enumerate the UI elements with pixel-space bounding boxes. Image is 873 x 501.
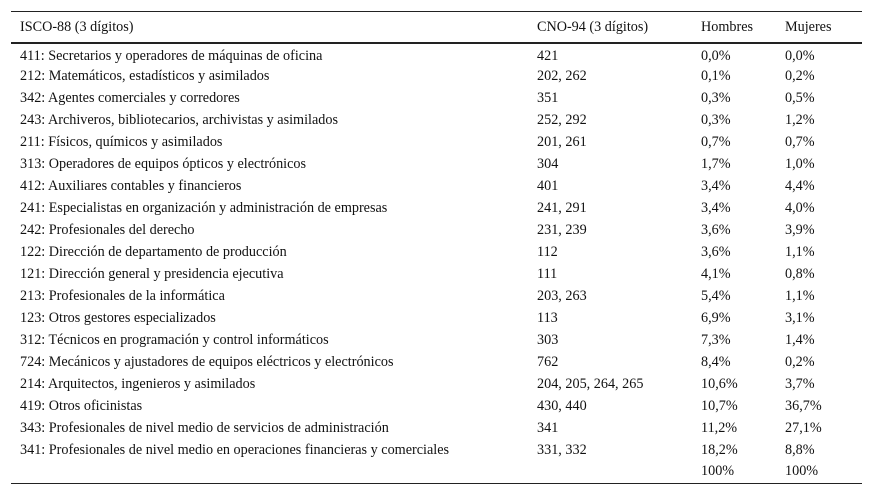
cell-mujeres: 36,7% [785, 397, 822, 414]
cell-cno: 111 [537, 265, 558, 282]
cell-cno: 231, 239 [537, 221, 587, 238]
cell-mujeres: 3,7% [785, 375, 815, 392]
table-row [11, 87, 862, 109]
cell-mujeres: 0,2% [785, 353, 815, 370]
cell-hombres: 5,4% [701, 287, 731, 304]
cell-mujeres: 1,1% [785, 243, 815, 260]
cell-mujeres: 3,1% [785, 309, 815, 326]
cell-isco: 724: Mecánicos y ajustadores de equipos eléctricos y electrónicos [20, 353, 394, 370]
cell-hombres: 0,0% [701, 47, 731, 64]
total-cell-mujeres: 100% [785, 463, 819, 480]
cell-cno: 201, 261 [537, 133, 587, 150]
cell-cno: 304 [537, 155, 559, 172]
cell-hombres: 0,3% [701, 111, 731, 128]
total-row [11, 461, 862, 483]
table-row [11, 395, 862, 417]
cell-mujeres: 3,9% [785, 221, 815, 238]
header-row [11, 12, 862, 44]
cell-isco: 411: Secretarios y operadores de máquinas de oficina [20, 47, 323, 64]
header-cno: CNO-94 (3 dígitos) [537, 18, 649, 35]
cell-cno: 421 [537, 47, 559, 64]
table-header [11, 12, 862, 44]
table-body [11, 43, 862, 483]
cell-hombres: 11,2% [701, 419, 738, 436]
header-mujeres: Mujeres [785, 18, 832, 35]
cell-hombres: 10,7% [701, 397, 738, 414]
table-row [11, 65, 862, 87]
cell-mujeres: 1,2% [785, 111, 815, 128]
cell-isco: 243: Archiveros, bibliotecarios, archivistas y asimilados [20, 111, 338, 128]
table-row [11, 43, 862, 65]
total-cell-isco [11, 461, 528, 483]
cell-mujeres: 1,1% [785, 287, 815, 304]
cell-hombres: 0,3% [701, 89, 731, 106]
cell-isco: 242: Profesionales del derecho [20, 221, 195, 238]
cell-mujeres: 0,0% [785, 47, 815, 64]
cell-mujeres: 4,0% [785, 199, 815, 216]
cell-isco: 122: Dirección de departamento de producción [20, 243, 287, 260]
cell-mujeres: 8,8% [785, 441, 815, 458]
table-row [11, 241, 862, 263]
cell-cno: 203, 263 [537, 287, 587, 304]
cell-isco: 241: Especialistas en organización y administración de empresas [20, 199, 388, 216]
cell-cno: 430, 440 [537, 397, 587, 414]
table-row [11, 417, 862, 439]
cell-cno: 112 [537, 243, 558, 260]
cell-isco: 312: Técnicos en programación y control informáticos [20, 331, 329, 348]
table-row [11, 219, 862, 241]
table-row [11, 329, 862, 351]
cell-mujeres: 27,1% [785, 419, 822, 436]
cell-isco: 412: Auxiliares contables y financieros [20, 177, 242, 194]
cell-hombres: 10,6% [701, 375, 738, 392]
cell-mujeres: 0,8% [785, 265, 815, 282]
cell-mujeres: 4,4% [785, 177, 815, 194]
table-row [11, 175, 862, 197]
cell-cno: 351 [537, 89, 559, 106]
cell-cno: 341 [537, 419, 559, 436]
cell-hombres: 18,2% [701, 441, 738, 458]
table-row [11, 109, 862, 131]
cell-isco: 313: Operadores de equipos ópticos y electrónicos [20, 155, 307, 172]
total-cell-hombres: 100% [701, 463, 735, 480]
cell-isco: 212: Matemáticos, estadísticos y asimilados [20, 67, 270, 84]
cell-cno: 202, 262 [537, 67, 587, 84]
cell-isco: 341: Profesionales de nivel medio en operaciones financieras y comerciales [20, 441, 450, 458]
cell-cno: 241, 291 [537, 199, 587, 216]
cell-hombres: 1,7% [701, 155, 731, 172]
cell-cno: 331, 332 [537, 441, 587, 458]
table-row [11, 131, 862, 153]
occupation-table-container [11, 11, 862, 484]
cell-mujeres: 0,7% [785, 133, 815, 150]
cell-hombres: 3,4% [701, 177, 731, 194]
cell-mujeres: 1,0% [785, 155, 815, 172]
table-row [11, 197, 862, 219]
table-row [11, 373, 862, 395]
table-row [11, 351, 862, 373]
cell-isco: 343: Profesionales de nivel medio de servicios de administración [20, 419, 389, 436]
cell-hombres: 8,4% [701, 353, 731, 370]
cell-isco: 213: Profesionales de la informática [20, 287, 225, 304]
table-row [11, 307, 862, 329]
table-row [11, 153, 862, 175]
cell-cno: 303 [537, 331, 559, 348]
cell-cno: 252, 292 [537, 111, 587, 128]
cell-hombres: 0,7% [701, 133, 731, 150]
cell-isco: 211: Físicos, químicos y asimilados [20, 133, 223, 150]
table-row [11, 263, 862, 285]
cell-mujeres: 0,2% [785, 67, 815, 84]
cell-hombres: 3,6% [701, 243, 731, 260]
cell-hombres: 6,9% [701, 309, 731, 326]
table-row [11, 439, 862, 461]
cell-isco: 121: Dirección general y presidencia ejecutiva [20, 265, 284, 282]
cell-hombres: 3,4% [701, 199, 731, 216]
header-hombres: Hombres [701, 18, 754, 35]
occupation-distribution-table [11, 11, 862, 484]
cell-isco: 123: Otros gestores especializados [20, 309, 216, 326]
cell-isco: 419: Otros oficinistas [20, 397, 143, 414]
total-cell-cno [528, 461, 692, 483]
table-row [11, 285, 862, 307]
cell-cno: 762 [537, 353, 559, 370]
cell-mujeres: 1,4% [785, 331, 815, 348]
cell-isco: 214: Arquitectos, ingenieros y asimilados [20, 375, 256, 392]
cell-isco: 342: Agentes comerciales y corredores [20, 89, 240, 106]
cell-mujeres: 0,5% [785, 89, 815, 106]
cell-hombres: 4,1% [701, 265, 731, 282]
cell-cno: 204, 205, 264, 265 [537, 375, 644, 392]
cell-cno: 113 [537, 309, 558, 326]
cell-cno: 401 [537, 177, 559, 194]
cell-hombres: 3,6% [701, 221, 731, 238]
cell-hombres: 0,1% [701, 67, 731, 84]
header-isco: ISCO-88 (3 dígitos) [20, 18, 134, 35]
cell-hombres: 7,3% [701, 331, 731, 348]
